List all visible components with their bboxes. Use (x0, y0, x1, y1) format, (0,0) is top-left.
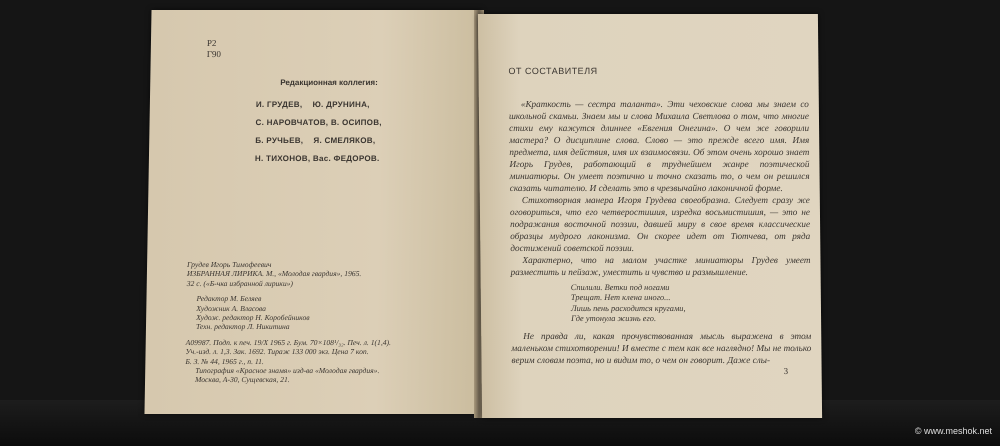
imprint-line: Москва, А-30, Сущевская, 21. (194, 375, 290, 385)
imprint-line: Редактор М. Беляев (196, 294, 262, 304)
imprint-line: Уч.-изд. л. 1,3. Зак. 1692. Тираж 133 000 экз. Цена 7 коп. (185, 347, 369, 357)
editorial-line: С. НАРОВЧАТОВ, В. ОСИПОВ, (255, 118, 382, 127)
preface-text (509, 98, 812, 366)
editorial-line: Б. РУЧЬЕВ, Я. СМЕЛЯКОВ, (255, 136, 376, 145)
poem-line: Трещат. Нет клена иного... (570, 293, 671, 303)
imprint-line: Типография «Красное знамя» изд-ва «Молодая гвардия». (195, 366, 380, 376)
classification-code (207, 38, 222, 60)
section-title: ОТ СОСТАВИТЕЛЯ (508, 66, 598, 76)
imprint-line: Грудев Игорь Тимофеевич (187, 260, 272, 269)
paragraph: Стихотворная манера Игоря Грудева своеобразна. Следует сразу же оговориться, что его четверостишия, изредка восьмистишия, — это не подражания восточной поэзии, давшей миру в свое время классические образцы мудрого лаконизма. Он скорее идет от Тютчева, от ряда достижений советской поэзии. (509, 195, 811, 253)
editorial-line: Н. ТИХОНОВ, Вас. ФЕДОРОВ. (254, 154, 380, 163)
poem-line: Где утонула жизнь его. (571, 314, 657, 324)
page-number: 3 (783, 366, 789, 376)
poem (571, 283, 811, 325)
poem-line: Лишь пень расходится кругами, (570, 303, 686, 313)
code-line: Г90 (206, 49, 222, 59)
editorial-line: И. ГРУДЕВ, Ю. ДРУНИНА, (255, 100, 370, 109)
watermark: © www.meshok.net (914, 426, 992, 436)
paragraph: Не правда ли, какая прочувствованная мысль выражена в этом маленьком стихотворении! И вместе с тем как все наглядно! Мы не только верим словам поэта, но и видим то, о чем он говорит. Даже слы- (511, 330, 812, 365)
imprint-line: 32 с. («Б-чка избранной лирики») (186, 278, 294, 288)
imprint-line: Худож. редактор Н. Коробейников (196, 313, 310, 323)
left-page (144, 10, 481, 414)
paragraph: Характерно, что на малом участке миниатюры Грудев умеет разместить и пейзаж, уместить и чувство и размышление. (510, 255, 811, 277)
paragraph: «Краткость — сестра таланта». Эти чеховские слова мы знаем со школьной скамьи. Знаем мы и слова Михаила Светлова о том, что многие стихи ему кажутся длиннее «Евгения Онегина». О чем же говорили мастера? О дисциплине слова. Слово — это прежде всего имя. Имя предмета, имя действия, имя их взаимосвязи. Об этом очень хорошо знает Игорь Грудев, работающий в труднейшем жанре поэтической миниатюры. Он умеет поэтично и точно сказать то, о чем он решился сказать читателю. И сделать это в чрезвычайно лаконичной форме. (508, 99, 810, 193)
editorial-board-title: Редакционная коллегия: (280, 78, 378, 87)
imprint-line: ИЗБРАННАЯ ЛИРИКА. М., «Молодая гвардия», 1965. (186, 269, 362, 279)
imprint-line: Художник А. Власова (196, 303, 267, 313)
imprint-block (185, 260, 457, 385)
imprint-line: А09987. Подп. к печ. 19/X 1965 г. Бум. 70×108¹/₃₂. Печ. л. 1(1,4). (185, 337, 392, 347)
code-line: Р2 (206, 38, 217, 48)
editorial-board-list (255, 96, 383, 168)
poem-line: Спилили. Ветки под ногами (570, 283, 670, 292)
right-page (478, 14, 822, 418)
imprint-line: Техн. редактор Л. Никитина (195, 322, 290, 332)
imprint-line: Б. З. № 44, 1965 г., п. 11. (185, 356, 264, 366)
